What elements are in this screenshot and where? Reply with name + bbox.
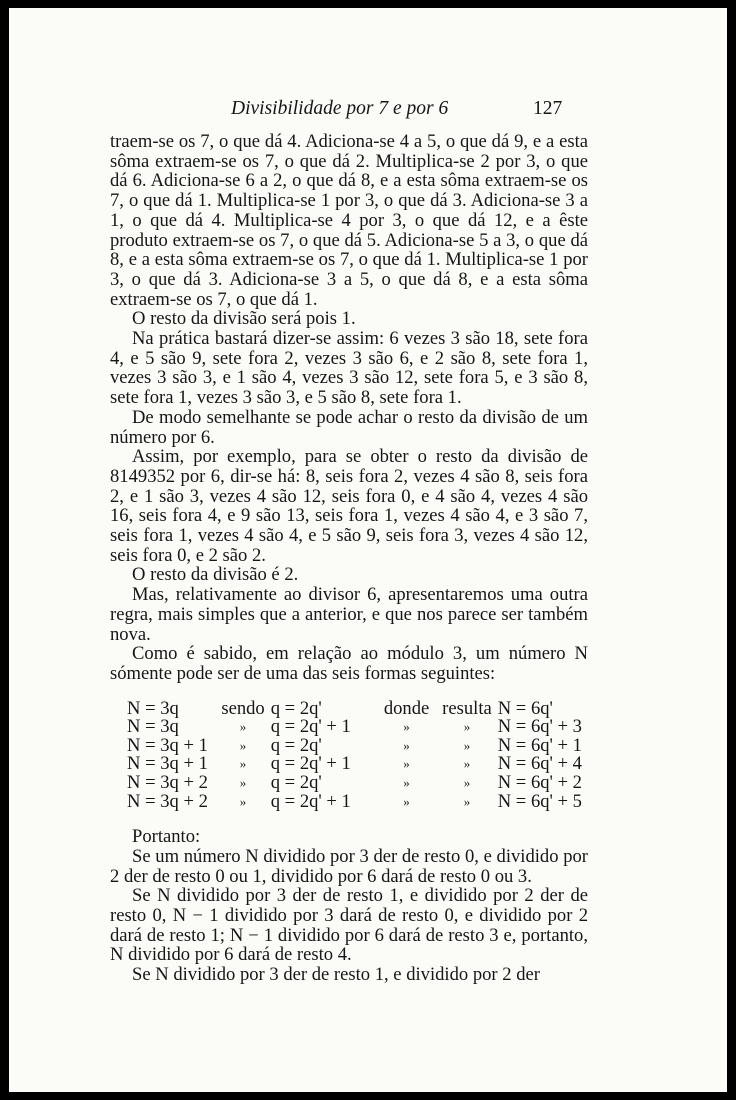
paragraph: Se N dividido por 3 der de resto 1, e dividido por 2 der [132, 964, 540, 986]
paragraph: Na prática bastará dizer-se assim: 6 vezes 3 são 18, sete fora 4, e 5 são 9, sete fora 2, vezes 3 são 6, e 2 são 8, sete fora 1, vezes 3 são 3, e 1 são 4, vezes 3 são 12, sete fora 5, e 3 são 8, sete fora 1, vezes 3 são 3, e 5 são 8, sete fora 1. [110, 328, 588, 409]
paragraph: Portanto: [132, 826, 201, 848]
forms-row [127, 793, 588, 812]
form-connector: donde [383, 697, 430, 719]
form-expression: N = 3q + 1 [127, 753, 208, 775]
ditto-mark: » [239, 719, 247, 735]
ditto-mark: » [463, 793, 471, 809]
running-head [9, 98, 727, 128]
ditto-mark: » [403, 756, 410, 772]
book-page [9, 8, 727, 1092]
paragraph: Mas, relativamente ao divisor 6, apresentaremos uma outra regra, mais simples que a anterior, e que nos parece ser também nova. [110, 584, 588, 645]
form-connector: sendo [221, 697, 265, 719]
ditto-mark: » [403, 775, 410, 791]
form-result: N = 6q' [497, 697, 553, 719]
form-expression: N = 3q [127, 716, 179, 738]
form-expression: N = 3q [127, 697, 179, 719]
ditto-mark: » [239, 793, 247, 809]
form-result: N = 6q' + 4 [497, 753, 582, 775]
ditto-mark: » [403, 793, 410, 809]
paragraph: De modo semelhante se pode achar o resto da divisão de um número por 6. [110, 406, 588, 448]
form-condition: q = 2q' + 1 [270, 716, 351, 738]
form-condition: q = 2q' + 1 [270, 753, 351, 775]
form-expression: N = 3q + 2 [127, 790, 208, 812]
forms-row [127, 774, 588, 793]
form-result: N = 6q' + 5 [497, 790, 582, 812]
paragraph: O resto da divisão será pois 1. [132, 308, 356, 330]
ditto-mark: » [239, 756, 247, 772]
form-connector: resulta [442, 697, 492, 719]
paragraph: O resto da divisão é 2. [132, 564, 299, 586]
paragraph: Se um número N dividido por 3 der de resto 0, e dividido por 2 der de resto 0 ou 1, dividido por 6 dará de resto 0 ou 3. [110, 845, 588, 887]
form-condition: q = 2q' [270, 772, 322, 794]
form-expression: N = 3q + 2 [127, 772, 208, 794]
page-body [110, 132, 588, 985]
ditto-mark: » [463, 775, 471, 791]
ditto-mark: » [239, 775, 247, 791]
ditto-mark: » [403, 719, 410, 735]
page-number: 127 [533, 98, 563, 119]
ditto-mark: » [463, 719, 471, 735]
form-condition: q = 2q' + 1 [270, 790, 351, 812]
form-result: N = 6q' + 1 [497, 734, 582, 756]
form-expression: N = 3q + 1 [127, 734, 208, 756]
form-condition: q = 2q' [270, 697, 322, 719]
ditto-mark: » [463, 756, 471, 772]
form-result: N = 6q' + 3 [497, 716, 582, 738]
forms-table [127, 697, 588, 812]
ditto-mark: » [463, 737, 471, 753]
ditto-mark: » [403, 737, 410, 753]
form-condition: q = 2q' [270, 734, 322, 756]
paragraph: traem-se os 7, o que dá 4. Adiciona-se 4 a 5, o que dá 9, e a esta sôma extraem-se os 7, o que dá 2. Multiplica-se 2 por 3, o que dá 6. Adiciona-se 6 a 2, o que dá 8, e a esta sôma extraem-se os 7, o que dá 1. Multiplica-se 1 por 3, o que dá 3. Adiciona-se 3 a 1, o que dá 4. Multiplica-se 4 por 3, o que dá 12, e a êste produto extraem-se os 7, o que dá 5. Adiciona-se 5 a 3, o que dá 8, e a esta sôma extraem-se os 7, o que dá 1. Multiplica-se 1 por 3, o que dá 3. Adiciona-se 3 a 5, o que dá 8, e a esta sôma extraem-se os 7, o que dá 1. [110, 131, 588, 310]
paragraph: Se N dividido por 3 der de resto 1, e dividido por 2 der de resto 0, N − 1 dividido por 3 dará de resto 0, e dividido por 2 dará de resto 1; N − 1 dividido por 6 dará de resto 3 e, portanto, N dividido por 6 dará de resto 4. [110, 885, 588, 966]
form-result: N = 6q' + 2 [497, 772, 582, 794]
paragraph: Assim, por exemplo, para se obter o resto da divisão de 8149352 por 6, dir-se há: 8, seis fora 2, vezes 4 são 8, seis fora 2, e 1 são 3, vezes 4 são 12, seis fora 0, e 4 são 4, vezes 4 são 16, seis fora 4, e 9 são 13, seis fora 1, vezes 4 são 4, e 3 são 7, seis fora 1, vezes 4 são 4, e 5 são 9, seis fora 3, vezes 4 são 12, seis fora 0, e 2 são 2. [110, 446, 588, 566]
ditto-mark: » [239, 737, 247, 753]
running-title: Divisibilidade por 7 e por 6 [231, 98, 449, 119]
paragraph: Como é sabido, em relação ao módulo 3, um número N sómente pode ser de uma das seis formas seguintes: [110, 643, 588, 684]
